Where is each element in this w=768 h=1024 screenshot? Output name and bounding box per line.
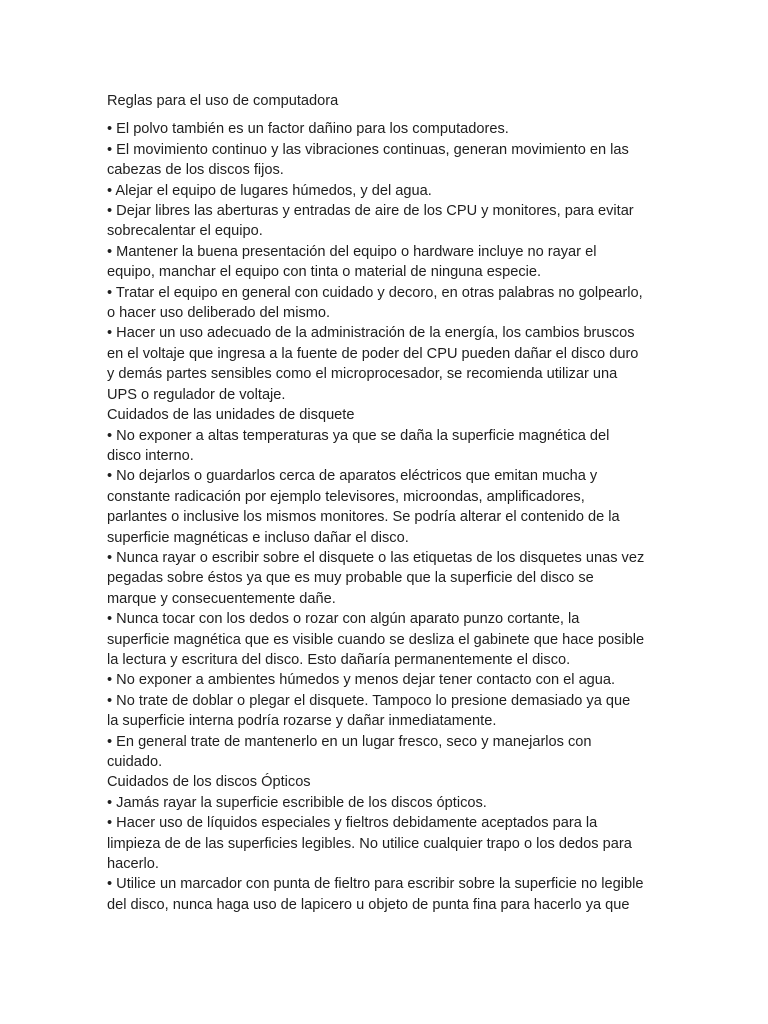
document-line: hacerlo.	[107, 856, 159, 873]
document-line: UPS o regulador de voltaje.	[107, 386, 286, 403]
document-line: • Dejar libres las aberturas y entradas de aire de los CPU y monitores, para evitar	[107, 203, 634, 220]
document-line: Cuidados de las unidades de disquete	[107, 407, 355, 424]
document-line: superficie magnéticas e incluso dañar el disco.	[107, 529, 409, 546]
document-body	[107, 119, 667, 915]
document-line: disco interno.	[107, 447, 194, 464]
document-line: cabezas de los discos fijos.	[107, 162, 284, 179]
document-line: limpieza de de las superficies legibles. No utilice cualquier trapo o los dedos para	[107, 835, 632, 852]
document-line: • Mantener la buena presentación del equipo o hardware incluye no rayar el	[107, 243, 597, 260]
document-line: • Hacer uso de líquidos especiales y fieltros debidamente aceptados para la	[107, 815, 598, 832]
document-line: del disco, nunca haga uso de lapicero u objeto de punta fina para hacerlo ya que	[107, 896, 630, 913]
document-line: cuidado.	[107, 754, 163, 770]
document-line: equipo, manchar el equipo con tinta o material de ninguna especie.	[107, 264, 542, 281]
document-line: • El movimiento continuo y las vibraciones continuas, generan movimiento en las	[107, 141, 629, 158]
document-line: y demás partes sensibles como el microprocesador, se recomienda utilizar una	[107, 366, 618, 383]
document-page	[107, 91, 667, 915]
document-line: Cuidados de los discos Ópticos	[107, 774, 311, 791]
document-line: la superficie interna podría rozarse y dañar inmediatamente.	[107, 713, 497, 730]
document-line: • No dejarlos o guardarlos cerca de aparatos eléctricos que emitan mucha y	[107, 468, 598, 485]
document-line: marque y consecuentemente dañe.	[107, 590, 336, 607]
document-line: superficie magnética que es visible cuando se desliza el gabinete que hace posible	[107, 631, 645, 648]
document-line: • Alejar el equipo de lugares húmedos, y del agua.	[107, 182, 432, 199]
document-line: constante radicación por ejemplo televisores, microondas, amplificadores,	[107, 488, 585, 505]
document-line: o hacer uso deliberado del mismo.	[107, 305, 331, 322]
document-line: • El polvo también es un factor dañino para los computadores.	[107, 121, 509, 138]
document-line: • Utilice un marcador con punta de fieltro para escribir sobre la superficie no legible	[107, 876, 644, 893]
document-line: en el voltaje que ingresa a la fuente de poder del CPU pueden dañar el disco duro	[107, 345, 639, 362]
document-line: • Tratar el equipo en general con cuidado y decoro, en otras palabras no golpearlo,	[107, 284, 643, 301]
document-line: sobrecalentar el equipo.	[107, 223, 263, 240]
document-title: Reglas para el uso de computadora	[107, 93, 339, 109]
document-line: • No exponer a ambientes húmedos y menos dejar tener contacto con el agua.	[107, 672, 616, 689]
document-line: la lectura y escritura del disco. Esto dañaría permanentemente el disco.	[107, 651, 571, 668]
document-line: • No trate de doblar o plegar el disquete. Tampoco lo presione demasiado ya que	[107, 692, 631, 709]
document-line: • Nunca rayar o escribir sobre el disquete o las etiquetas de los disquetes unas vez	[107, 549, 645, 566]
document-line: • En general trate de mantenerlo en un lugar fresco, seco y manejarlos con	[107, 733, 592, 750]
document-line: parlantes o inclusive los mismos monitores. Se podría alterar el contenido de la	[107, 509, 620, 526]
document-line: • No exponer a altas temperaturas ya que se daña la superficie magnética del	[107, 427, 610, 444]
document-line: • Jamás rayar la superficie escribible de los discos ópticos.	[107, 794, 487, 811]
document-line: • Nunca tocar con los dedos o rozar con algún aparato punzo cortante, la	[107, 611, 580, 628]
document-line: • Hacer un uso adecuado de la administración de la energía, los cambios bruscos	[107, 325, 635, 342]
document-line: pegadas sobre éstos ya que es muy probable que la superficie del disco se	[107, 570, 594, 587]
